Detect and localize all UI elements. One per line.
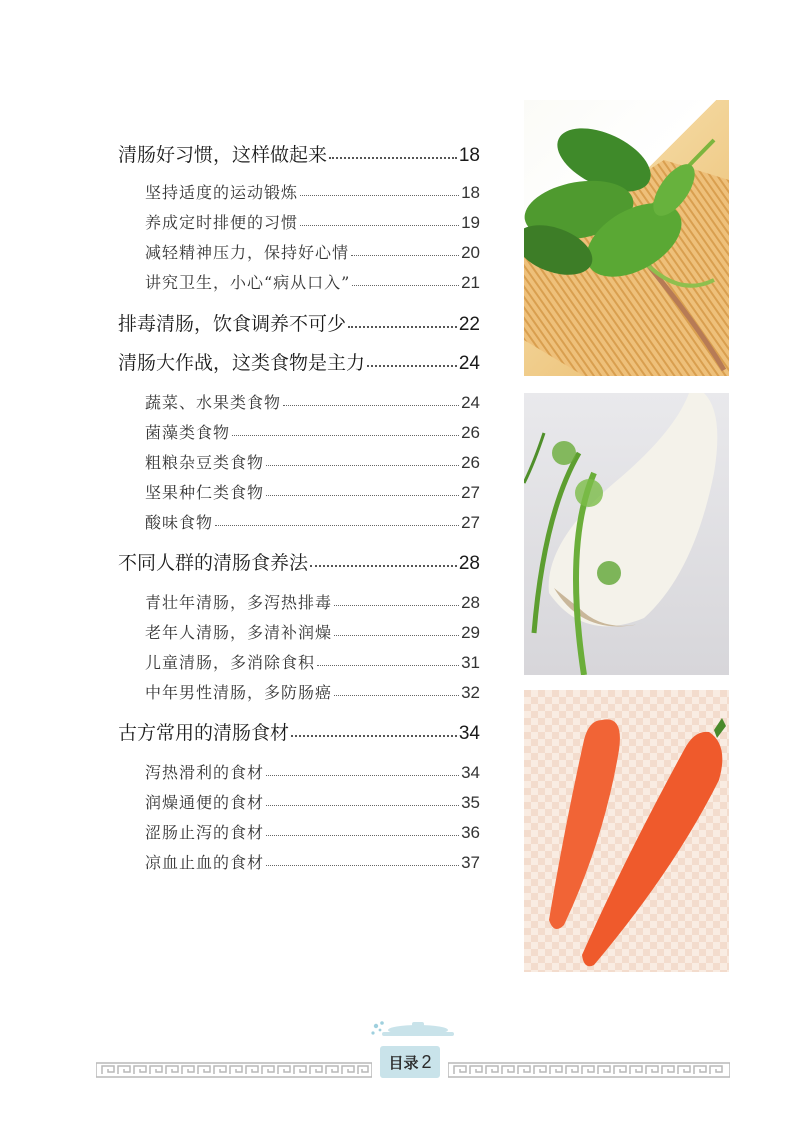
toc-page-number: 18 [461,183,480,202]
toc-item[interactable] [145,820,480,843]
toc-item-title: 坚持适度的运动锻炼 [145,183,299,202]
toc-item-title: 坚果种仁类食物 [145,483,265,502]
greek-key-border [448,1062,730,1078]
toc-item-title: 泻热滑利的食材 [145,763,265,782]
leader-dots [266,865,459,866]
toc-item[interactable] [145,420,480,443]
toc-item[interactable] [145,180,480,203]
toc-page-number: 29 [461,623,480,642]
greek-key-border [96,1062,372,1078]
leader-dots [351,255,459,256]
toc-page-number: 34 [458,723,480,744]
toc-section[interactable] [118,718,480,745]
radish-illustration [524,393,729,675]
toc-item-title: 酸味食物 [145,513,214,532]
toc-item-title: 老年人清肠，多清补润燥 [145,623,333,642]
leader-dots [300,225,459,226]
toc-item[interactable] [145,650,480,673]
leader-dots [266,465,459,466]
toc-page-number: 18 [458,145,480,166]
toc-section[interactable] [118,548,480,575]
leader-dots [329,157,457,159]
toc-item-title: 养成定时排便的习惯 [145,213,299,232]
toc-page-number: 19 [461,213,480,232]
toc-section-title: 清肠大作战，这类食物是主力 [118,352,366,374]
toc-item-title: 中年男性清肠，多防肠癌 [145,683,333,702]
toc-page-number: 35 [461,793,480,812]
toc-item-title: 粗粮杂豆类食物 [145,453,265,472]
leader-dots [310,565,457,567]
leader-dots [266,495,459,496]
page-footer [96,1020,730,1090]
toc-item[interactable] [145,790,480,813]
leader-dots [317,665,459,666]
toc-item[interactable] [145,680,480,703]
toc-page-number: 24 [458,353,480,374]
leader-dots [334,605,459,606]
toc-page-number: 26 [461,453,480,472]
toc-page-number: 22 [458,314,480,335]
leader-dots [334,695,459,696]
leader-dots [266,775,459,776]
toc-page-number: 28 [458,553,480,574]
footer-label-text: 目录 [388,1053,419,1072]
leader-dots [283,405,459,406]
toc-page-number: 36 [461,823,480,842]
leader-dots [232,435,459,436]
toc-page-number: 27 [461,513,480,532]
toc-page-number: 26 [461,423,480,442]
toc-item-title: 涩肠止泻的食材 [145,823,265,842]
toc-item-title: 儿童清肠，多消除食积 [145,653,316,672]
toc-section-title: 清肠好习惯，这样做起来 [118,144,328,166]
toc-section[interactable] [118,140,480,167]
leader-dots [266,835,459,836]
toc-page-number: 20 [461,243,480,262]
toc-item[interactable] [145,270,480,293]
leader-dots [266,805,459,806]
toc-page-number: 34 [461,763,480,782]
leader-dots [334,635,459,636]
spinach-illustration [524,100,729,376]
toc-page-number: 28 [461,593,480,612]
footer-page-number: 2 [421,1051,432,1072]
toc-item[interactable] [145,390,480,413]
toc-item[interactable] [145,450,480,473]
toc-item-title: 菌藻类食物 [145,423,231,442]
toc-item[interactable] [145,240,480,263]
toc-section[interactable] [118,348,480,375]
toc-item-title: 润燥通便的食材 [145,793,265,812]
leader-dots [215,525,459,526]
toc-page-number: 27 [461,483,480,502]
toc-item[interactable] [145,620,480,643]
toc-item-title: 青壮年清肠，多泻热排毒 [145,593,333,612]
toc-item-title: 凉血止血的食材 [145,853,265,872]
footer-section-label [380,1046,440,1078]
toc-item[interactable] [145,590,480,613]
leader-dots [300,195,459,196]
carrot-photo [524,690,729,972]
spinach-photo [524,100,729,376]
carrot-illustration [524,690,729,972]
leader-dots [367,365,457,367]
toc-item-title: 蔬菜、水果类食物 [145,393,282,412]
toc-page-number: 24 [461,393,480,412]
leader-dots [348,326,457,328]
toc-item[interactable] [145,760,480,783]
toc-item[interactable] [145,480,480,503]
toc-item[interactable] [145,850,480,873]
toc-section[interactable] [118,309,480,336]
toc-item[interactable] [145,510,480,533]
toc-page-number: 32 [461,683,480,702]
toc-section-title: 不同人群的清肠食养法 [118,552,309,574]
toc-item-title: 讲究卫生，小心“病从口入” [145,273,351,292]
leader-dots [352,285,459,286]
toc-page-number: 21 [461,273,480,292]
daikon-radish-photo [524,393,729,675]
toc-item[interactable] [145,210,480,233]
toc-item-title: 减轻精神压力，保持好心情 [145,243,350,262]
toc-section-title: 古方常用的清肠食材 [118,722,290,744]
leader-dots [291,735,457,737]
toc-page-number: 37 [461,853,480,872]
toc-section-title: 排毒清肠，饮食调养不可少 [118,313,347,335]
toc-page-number: 31 [461,653,480,672]
